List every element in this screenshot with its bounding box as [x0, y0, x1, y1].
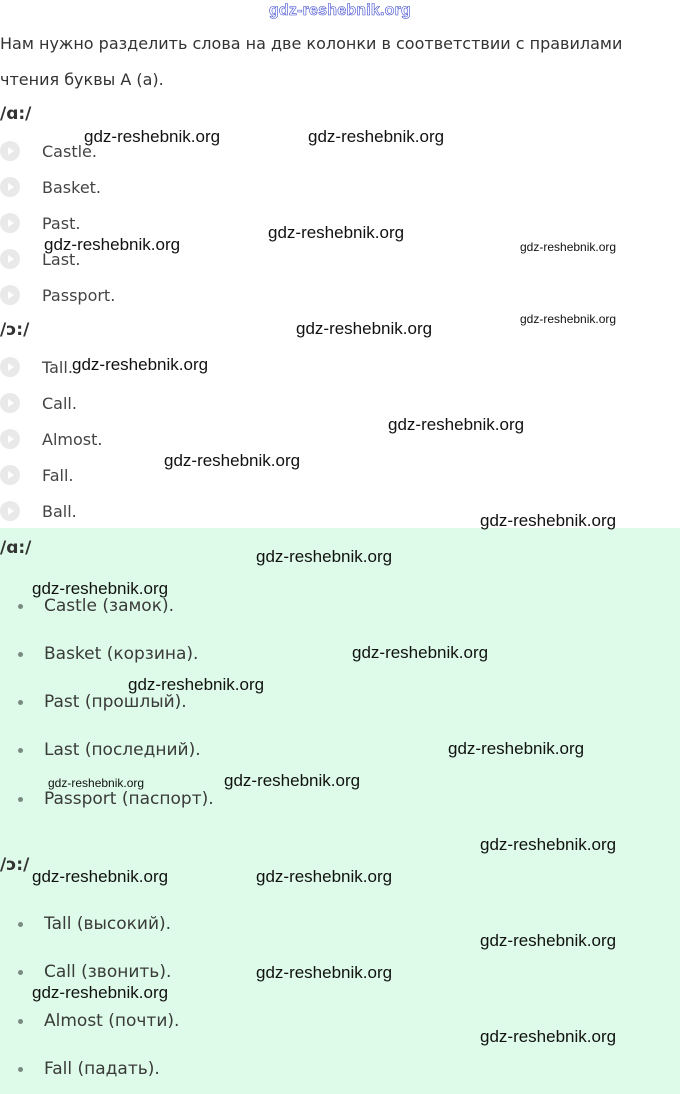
word-label: Fall.	[42, 465, 74, 485]
play-audio-icon[interactable]	[0, 393, 20, 413]
answer-text: Passport (паспорт).	[44, 789, 214, 809]
phoneme-heading-a: /ɑ:/	[0, 104, 32, 124]
play-audio-icon[interactable]	[0, 285, 20, 305]
bullet-icon	[18, 970, 23, 975]
phoneme-heading-o: /ɔ:/	[0, 320, 30, 340]
play-audio-icon[interactable]	[0, 141, 20, 161]
watermark: gdz-reshebnik.org	[256, 867, 393, 886]
word-label: Castle.	[42, 141, 97, 161]
list-item	[0, 960, 171, 984]
play-audio-icon[interactable]	[0, 501, 20, 521]
word-row	[0, 211, 80, 235]
bullet-icon	[18, 748, 23, 753]
site-logo-text[interactable]: gdz-reshebnik.org	[268, 2, 412, 19]
list-item	[0, 642, 198, 666]
answer-text: Almost (почти).	[44, 1011, 180, 1031]
bullet-icon	[18, 1067, 23, 1072]
word-row	[0, 175, 101, 199]
word-label: Last.	[42, 249, 81, 269]
watermark: gdz-reshebnik.org	[520, 312, 617, 326]
answer-text: Last (последний).	[44, 740, 201, 760]
word-row	[0, 427, 102, 451]
list-item	[0, 1009, 179, 1033]
word-row	[0, 499, 77, 523]
answer-phoneme-heading-a: /ɑ:/	[0, 538, 32, 558]
word-label: Basket.	[42, 177, 102, 197]
watermark: gdz-reshebnik.org	[224, 771, 361, 790]
watermark: gdz-reshebnik.org	[44, 235, 181, 254]
watermark: gdz-reshebnik.org	[480, 931, 617, 950]
watermark: gdz-reshebnik.org	[32, 867, 169, 886]
answer-text: Castle (замок).	[44, 596, 175, 616]
play-audio-icon[interactable]	[0, 429, 20, 449]
watermark: gdz-reshebnik.org	[480, 835, 617, 854]
answer-text: Fall (падать).	[44, 1059, 160, 1079]
answer-text: Call (звонить).	[44, 962, 172, 982]
answer-panel	[0, 528, 680, 1094]
watermark: gdz-reshebnik.org	[72, 355, 209, 374]
watermark: gdz-reshebnik.org	[84, 127, 221, 146]
word-row	[0, 463, 74, 487]
word-row	[0, 355, 73, 379]
list-item	[0, 738, 201, 762]
list-item	[0, 912, 171, 936]
word-row	[0, 283, 115, 307]
play-audio-icon[interactable]	[0, 213, 20, 233]
play-audio-icon[interactable]	[0, 465, 20, 485]
watermark: gdz-reshebnik.org	[448, 739, 585, 758]
task-intro: Нам нужно разделить слова на две колонки в соответствии с правилами чтения буквы A (a).	[0, 34, 623, 89]
watermark: gdz-reshebnik.org	[388, 415, 525, 434]
word-label: Passport.	[42, 285, 116, 305]
bullet-icon	[18, 922, 23, 927]
watermark: gdz-reshebnik.org	[32, 579, 169, 598]
word-row	[0, 139, 97, 163]
watermark: gdz-reshebnik.org	[256, 963, 393, 982]
watermark: gdz-reshebnik.org	[256, 547, 393, 566]
list-item	[0, 1057, 160, 1081]
watermark: gdz-reshebnik.org	[480, 1027, 617, 1046]
list-item	[0, 787, 214, 811]
answer-phoneme-heading-o: /ɔ:/	[0, 855, 30, 875]
play-audio-icon[interactable]	[0, 177, 20, 197]
answer-text: Tall (высокий).	[44, 914, 172, 934]
word-label: Tall.	[42, 357, 73, 377]
watermark: gdz-reshebnik.org	[32, 983, 169, 1002]
answer-text: Basket (корзина).	[44, 644, 199, 664]
play-audio-icon[interactable]	[0, 357, 20, 377]
bullet-icon	[18, 700, 23, 705]
watermark: gdz-reshebnik.org	[352, 643, 489, 662]
bullet-icon	[18, 604, 23, 609]
watermark: gdz-reshebnik.org	[164, 451, 301, 470]
watermark: gdz-reshebnik.org	[308, 127, 445, 146]
watermark: gdz-reshebnik.org	[128, 675, 265, 694]
word-label: Call.	[42, 393, 77, 413]
watermark: gdz-reshebnik.org	[480, 511, 617, 530]
word-label: Ball.	[42, 501, 77, 521]
word-label: Almost.	[42, 429, 103, 449]
word-row	[0, 391, 77, 415]
answer-text: Past (прошлый).	[44, 692, 187, 712]
bullet-icon	[18, 652, 23, 657]
watermark: gdz-reshebnik.org	[296, 319, 433, 338]
watermark: gdz-reshebnik.org	[48, 776, 145, 790]
play-audio-icon[interactable]	[0, 249, 20, 269]
watermark: gdz-reshebnik.org	[520, 240, 617, 254]
word-label: Past.	[42, 213, 81, 233]
bullet-icon	[18, 1019, 23, 1024]
watermark: gdz-reshebnik.org	[268, 223, 405, 242]
bullet-icon	[18, 797, 23, 802]
